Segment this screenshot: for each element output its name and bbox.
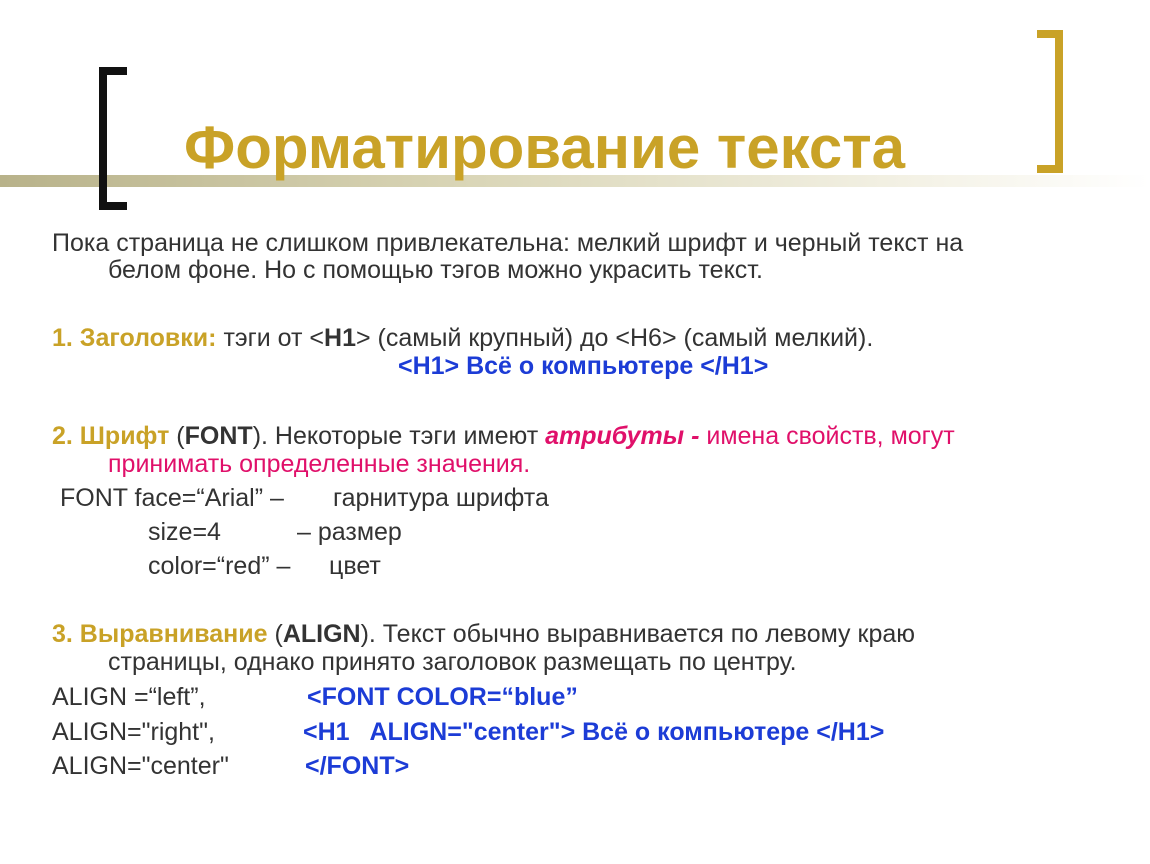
align-code-font-close: </FONT> xyxy=(305,752,410,780)
section-font-label: 2. Шрифт xyxy=(52,422,170,450)
section-headings-text-a: тэги от < xyxy=(216,324,325,352)
section-font-text-b: ). Некоторые тэги имеют xyxy=(252,422,546,450)
section-font-font: FONT xyxy=(184,422,253,450)
section-align-label: 3. Выравнивание xyxy=(52,620,268,648)
right-bracket-decoration xyxy=(1037,30,1063,173)
section-headings-label: 1. Заголовки: xyxy=(52,324,217,352)
section-align-text-b: ). Текст обычно выравнивается по левому краю xyxy=(360,620,916,648)
section-font-text-a: ( xyxy=(169,422,185,450)
align-value-right: ALIGN="right", xyxy=(52,718,215,746)
intro-line-2: белом фоне. Но с помощью тэгов можно украсить текст. xyxy=(108,256,763,284)
font-attr-color-desc: цвет xyxy=(329,552,381,580)
headings-example-code: <H1> Всё о компьютере </H1> xyxy=(398,352,769,380)
font-attr-face-name: FONT face=“Arial” – xyxy=(60,484,284,512)
section-font-line xyxy=(52,422,955,451)
left-bracket-decoration xyxy=(99,67,127,210)
align-value-left: ALIGN =“left”, xyxy=(52,683,206,711)
font-attr-face-desc: гарнитура шрифта xyxy=(333,484,549,512)
section-font-text-c: имена свойств, могут xyxy=(699,422,955,450)
section-font-attributes: атрибуты - xyxy=(545,422,700,450)
section-align-text-a: ( xyxy=(267,620,283,648)
section-align-line xyxy=(52,620,915,649)
section-headings-text-b: > (самый крупный) до <H6> (самый мелкий). xyxy=(356,324,874,352)
section-headings-line xyxy=(52,324,873,353)
font-attr-size-desc: – размер xyxy=(297,518,402,546)
page-title: Форматирование текста xyxy=(184,114,905,181)
align-code-h1-center: <H1 ALIGN="center"> Всё о компьютере </H1> xyxy=(303,718,885,746)
section-headings-h1: H1 xyxy=(324,324,357,352)
section-align-line-2: страницы, однако принято заголовок размещать по центру. xyxy=(108,648,797,676)
font-attr-size-name: size=4 xyxy=(148,518,221,546)
section-align-align: ALIGN xyxy=(282,620,361,648)
align-code-font-open: <FONT COLOR=“blue” xyxy=(307,683,578,711)
align-value-center: ALIGN="center" xyxy=(52,752,229,780)
intro-line-1: Пока страница не слишком привлекательна: мелкий шрифт и черный текст на xyxy=(52,229,964,257)
font-attr-color-name: color=“red” – xyxy=(148,552,291,580)
section-font-line-2: принимать определенные значения. xyxy=(108,450,531,478)
